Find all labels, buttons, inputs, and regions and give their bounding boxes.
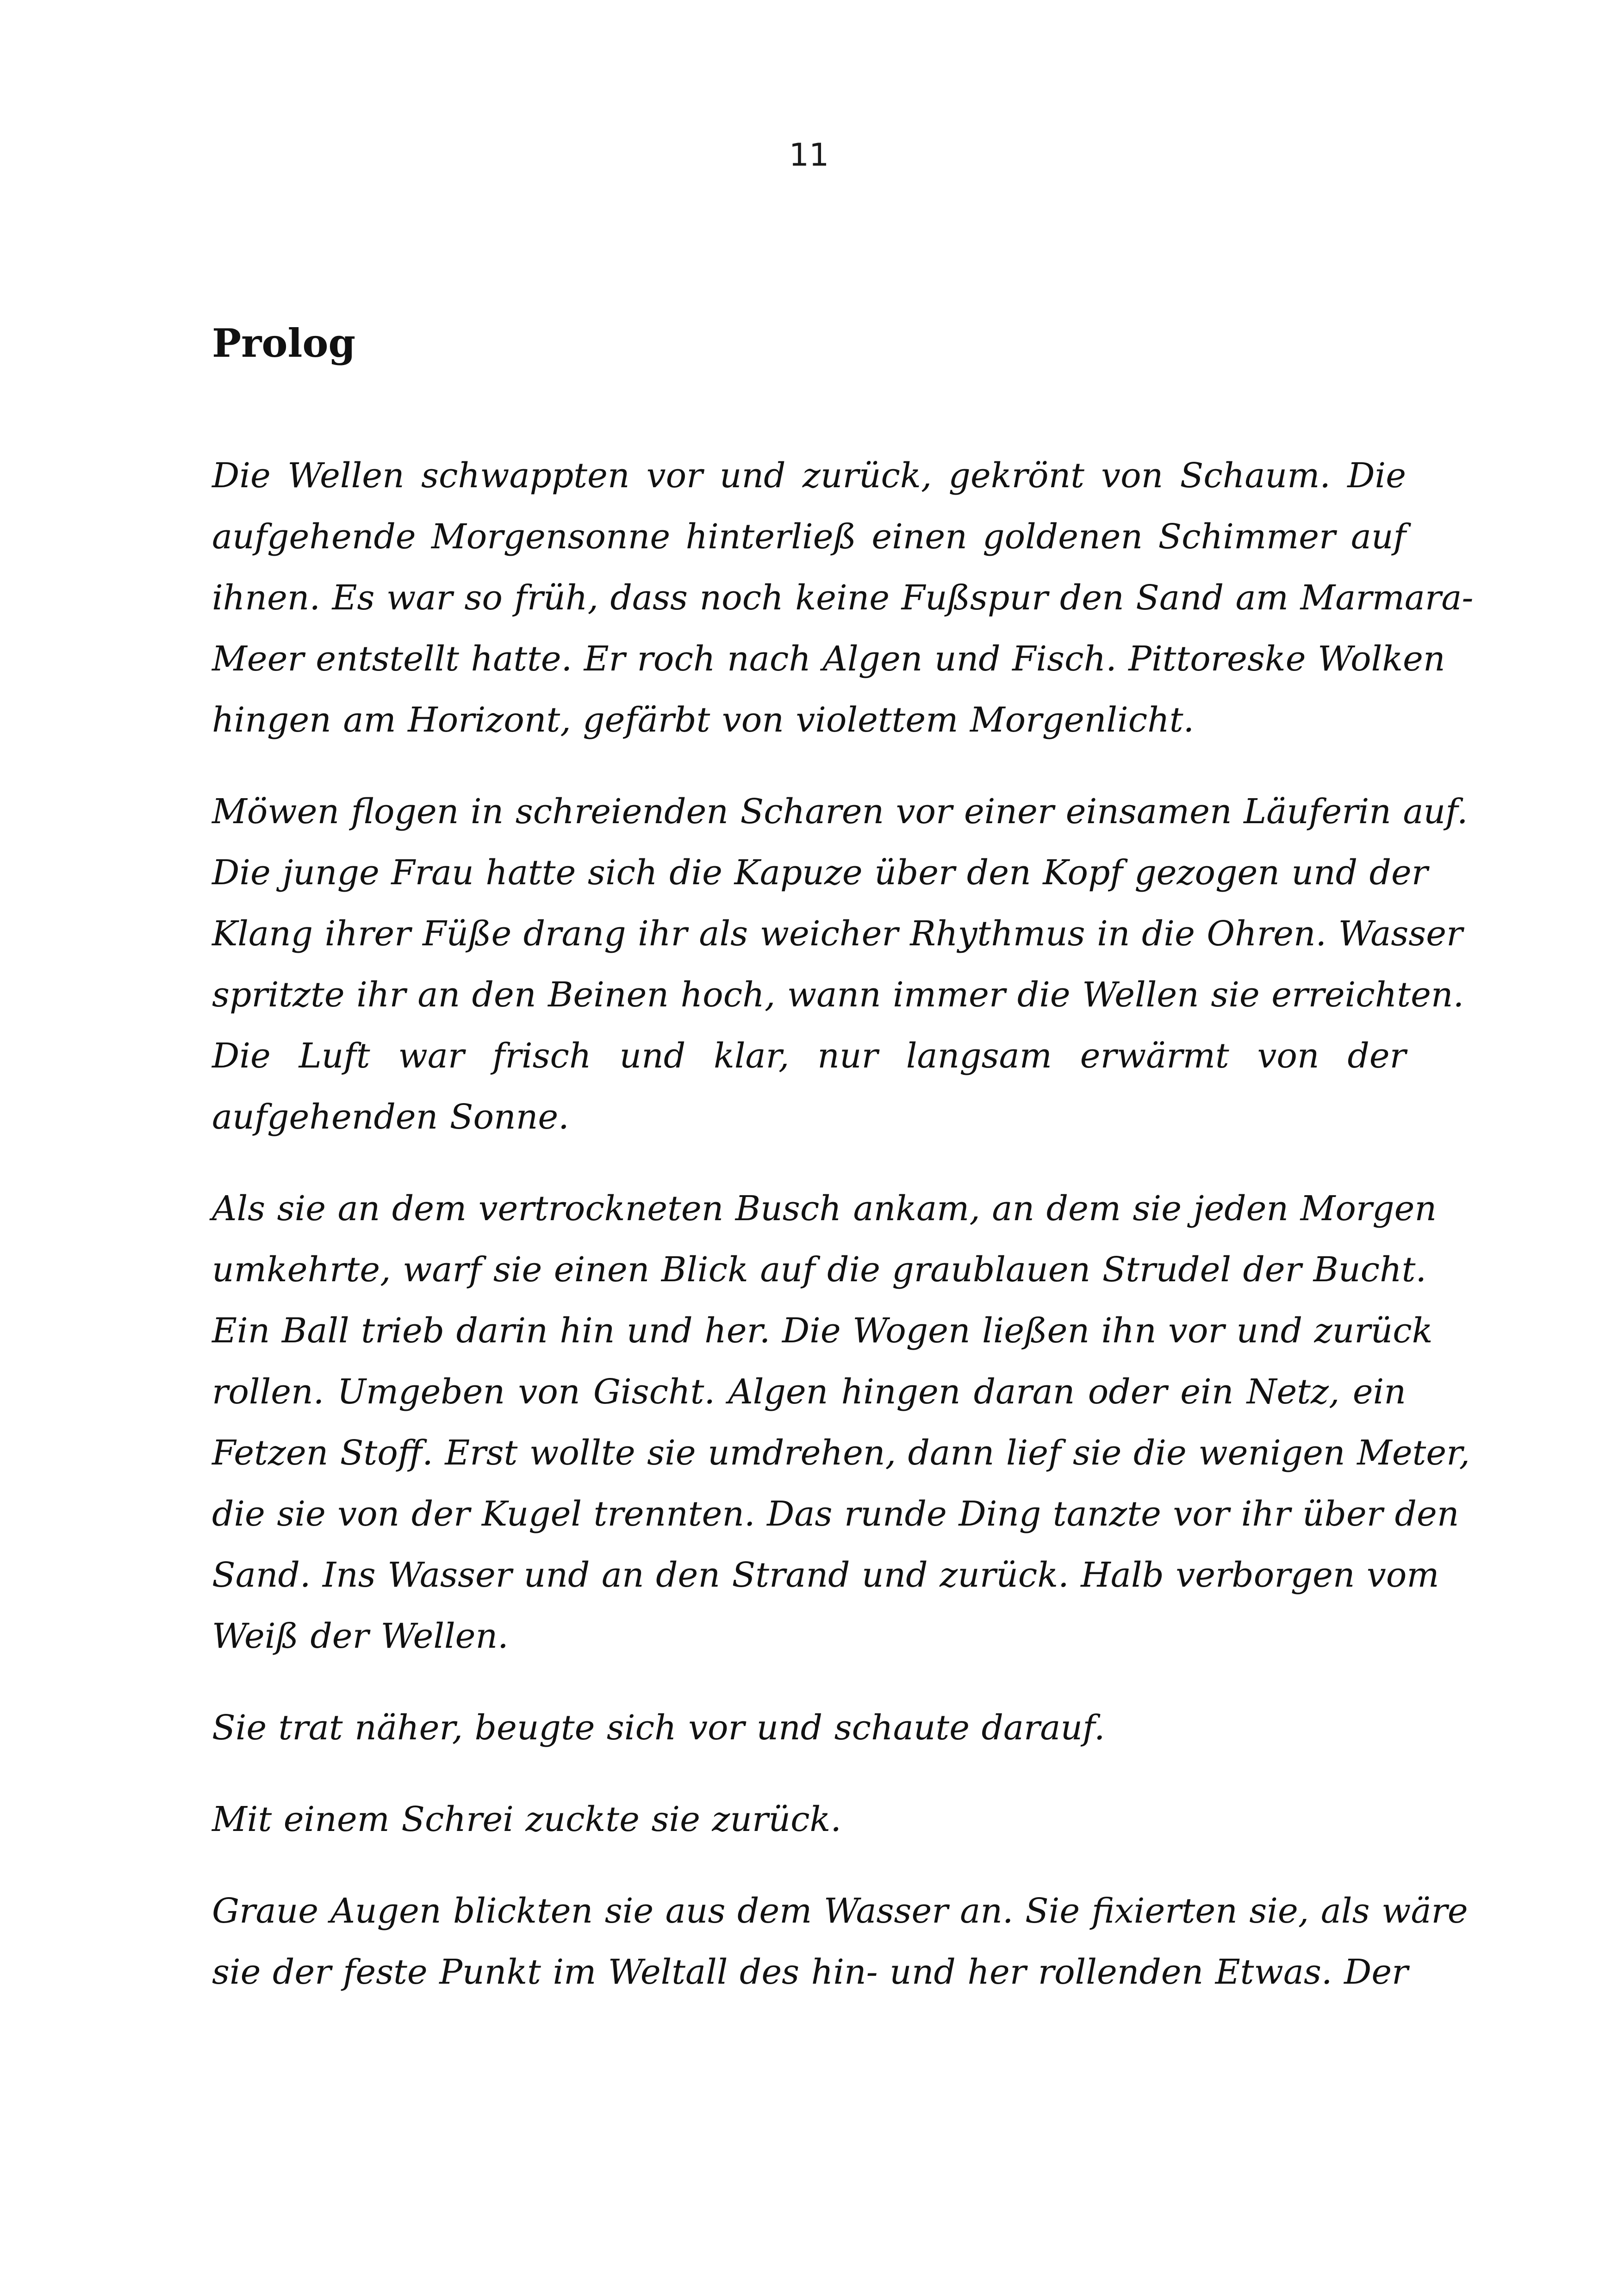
text-line: Fetzen Stoff. Erst wollte sie umdrehen, dann lief sie die wenigen Meter, (212, 1433, 1470, 1473)
text-line: Sie trat näher, beugte sich vor und schaute darauf. (212, 1708, 1105, 1748)
page-number: 11 (789, 137, 829, 174)
page-content (212, 320, 1474, 2033)
text-line: aufgehenden Sonne. (212, 1097, 569, 1137)
text-line: Möwen flogen in schreienden Scharen vor einer einsamen Läuferin auf. (212, 792, 1468, 832)
paragraph (212, 1178, 1470, 1667)
text-line: umkehrte, warf sie einen Blick auf die graublauen Strudel der Bucht. (212, 1250, 1427, 1290)
text-line: Als sie an dem vertrockneten Busch ankam, an dem sie jeden Morgen (212, 1189, 1437, 1229)
text-line: Weiß der Wellen. (212, 1616, 509, 1656)
text-line: Die junge Frau hatte sich die Kapuze über den Kopf gezogen und der (212, 853, 1428, 893)
text-line: aufgehende Morgensonne hinterließ einen goldenen Schimmer auf (212, 517, 1406, 557)
text-line: sie der feste Punkt im Weltall des hin- und her rollenden Etwas. Der (212, 1952, 1408, 1992)
text-line: rollen. Umgeben von Gischt. Algen hingen daran oder ein Netz, ein (212, 1372, 1406, 1412)
paragraph (212, 781, 1468, 1148)
chapter-title: Prolog (212, 320, 356, 366)
text-line: die sie von der Kugel trennten. Das runde Ding tanzte vor ihr über den (212, 1494, 1459, 1534)
paragraph (212, 1789, 1406, 1850)
text-line: Die Wellen schwappten vor und zurück, gekrönt von Schaum. Die (212, 456, 1406, 496)
text-line: Mit einem Schrei zuckte sie zurück. (212, 1800, 841, 1839)
text-line: Meer entstellt hatte. Er roch nach Algen und Fisch. Pittoreske Wolken (212, 639, 1445, 679)
paragraph (212, 1880, 1468, 2003)
text-line: hingen am Horizont, gefärbt von violettem Morgenlicht. (212, 700, 1195, 740)
text-line: spritzte ihr an den Beinen hoch, wann immer die Wellen sie erreichten. (212, 975, 1464, 1015)
paragraph (212, 445, 1474, 751)
text-line: Klang ihrer Füße drang ihr als weicher Rhythmus in die Ohren. Wasser (212, 914, 1463, 954)
text-line: Die Luft war frisch und klar, nur langsam erwärmt von der (212, 1036, 1406, 1076)
text-line: Sand. Ins Wasser und an den Strand und zurück. Halb verborgen vom (212, 1555, 1439, 1595)
text-line: Graue Augen blickten sie aus dem Wasser an. Sie fixierten sie, als wäre (212, 1891, 1468, 1931)
text-line: ihnen. Es war so früh, dass noch keine Fußspur den Sand am Marmara- (212, 578, 1474, 618)
paragraph (212, 1697, 1406, 1758)
text-line: Ein Ball trieb darin hin und her. Die Wogen ließen ihn vor und zurück (212, 1311, 1433, 1351)
